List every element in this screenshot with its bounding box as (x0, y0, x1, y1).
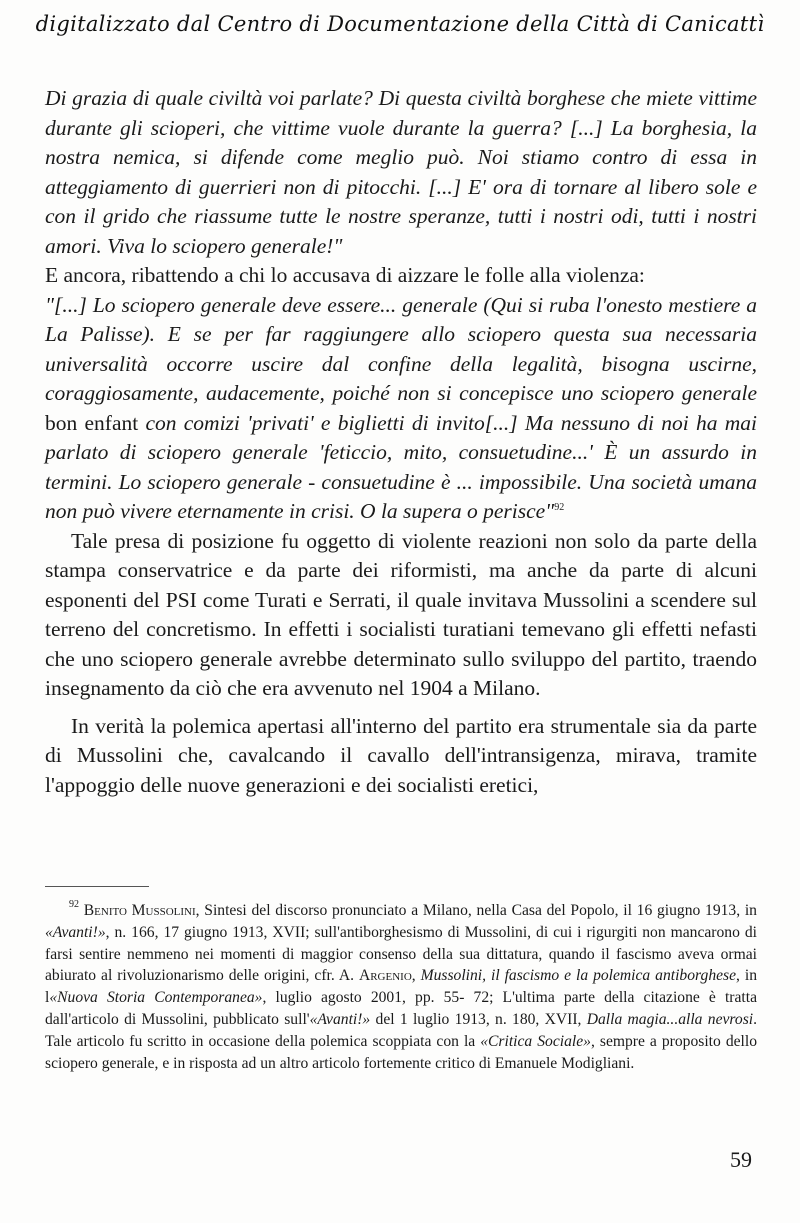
quote-2-roman-phrase: bon enfant (45, 410, 139, 435)
footnote-author-argenio: Argenio (358, 967, 412, 985)
body-paragraph-4: In verità la polemica apertasi all'interno del partito era strumentale sia da parte di Mussolini che, cavalcando il cavallo dell'intransigenza, mirava, tramite l'appoggio delle nuove generazioni e dei socialisti eretici, (45, 713, 757, 797)
footnote-reference: 92 (554, 502, 565, 513)
footnote-text: , n. 166, 17 giugno 1913, XVII; sull'antiborghesismo di Mussolini, di cui i rigurgiti non mancarono di farsi sentire nemmeno nei momenti di maggior consenso della sua dittatura, quando il fascismo aveva ormai abiurato al rivoluzionarismo delle origini, cfr. A. (45, 923, 757, 985)
body-text (45, 84, 757, 800)
footnote-citation-avanti: «Avanti!» (309, 1010, 371, 1028)
footnote-text: , (411, 967, 421, 985)
footnote-text: , sempre a proposito dello sciopero generale, e in risposta ad un altro articolo fortemente critico di Emanuele Modigliani. (45, 1032, 758, 1072)
footnote-text: del 1 luglio 1913, n. 180, XVII, (370, 1010, 587, 1028)
quote-2-part-b: con comizi 'privati' e biglietti di invito[...] Ma nessuno di noi ha mai parlato di sciopero generale 'feticcio, mito, consuetudine...' È un assurdo in termini. Lo sciopero generale - consuetudine è ... impossibile. Una società umana non può vivere eternamente in crisi. O la supera o perisce" (45, 410, 757, 523)
digitization-watermark: digitalizzato dal Centro di Documentazione della Città di Canicattì (35, 12, 765, 36)
quote-paragraph-2 (45, 291, 757, 527)
footnote-citation-avanti: «Avanti!» (45, 923, 106, 941)
page-number: 59 (730, 1147, 752, 1172)
footnote-text: , luglio agosto 2001, pp. 55- 72; L'ultima parte della citazione è tratta dall'articolo di Mussolini, pubblicato sull' (45, 989, 757, 1028)
footnote-text: . Tale articolo fu scritto in occasione della polemica scoppiata con la (45, 1010, 757, 1050)
intro-paragraph-2: E ancora, ribattendo a chi lo accusava di aizzare le folle alla violenza: (45, 263, 645, 287)
footnote-92 (45, 900, 757, 1074)
quote-paragraph-1: Di grazia di quale civiltà voi parlate? Di questa civiltà borghese che miete vittime durante gli scioperi, che vittime vuole durante la guerra? [...] La borghesia, la nostra nemica, si difende come meglio può. Noi stiamo contro di essa in atteggiamento di guerrieri non di pitocchi. [...] E' ora di tornare al libero sole e con il grido che riassume tutte le nostre speranze, tutti i nostri odi, tutti i nostri amori. Viva lo sciopero generale!" (45, 86, 757, 258)
footnote-number: 92 (69, 899, 79, 910)
body-paragraph-3: Tale presa di posizione fu oggetto di violente reazioni non solo da parte della stampa conservatrice e da parte dei riformisti, ma anche da parte di alcuni esponenti del PSI come Turati e Serrati, il quale invitava Mussolini a scendere sul terreno del concretismo. In effetti i socialisti turatiani temevano gli effetti nefasti che uno sciopero generale avrebbe determinato sullo sviluppo del partito, traendo insegnamento da ciò che era avvenuto nel 1904 a Milano. (45, 528, 757, 700)
footnote-separator (45, 886, 149, 887)
footnote-text: , Sintesi del discorso pronunciato a Milano, nella Casa del Popolo, il 16 giugno 1913, in (195, 902, 757, 919)
footnote-journal-title: «Nuova Storia Contemporanea» (49, 989, 263, 1007)
footnote-journal-critica: «Critica Sociale» (480, 1032, 591, 1050)
footnote-text: , in l (45, 967, 758, 1007)
footnote-author: Benito Mussolini (83, 902, 196, 919)
footnote-article-title: Dalla magia...alla nevrosi (586, 1010, 754, 1028)
footnote-book-title: Mussolini, il fascismo e la polemica antiborghese (420, 967, 737, 985)
quote-2-part-a: "[...] Lo sciopero generale deve essere... generale (Qui si ruba l'onesto mestiere a La Palisse). E se per far raggiungere allo sciopero questa sua necessaria universalità occorre uscire dal confine della legalità, bisogna uscirne, coraggiosamente, audacemente, poiché non si concepisce uno sciopero generale (45, 292, 757, 405)
